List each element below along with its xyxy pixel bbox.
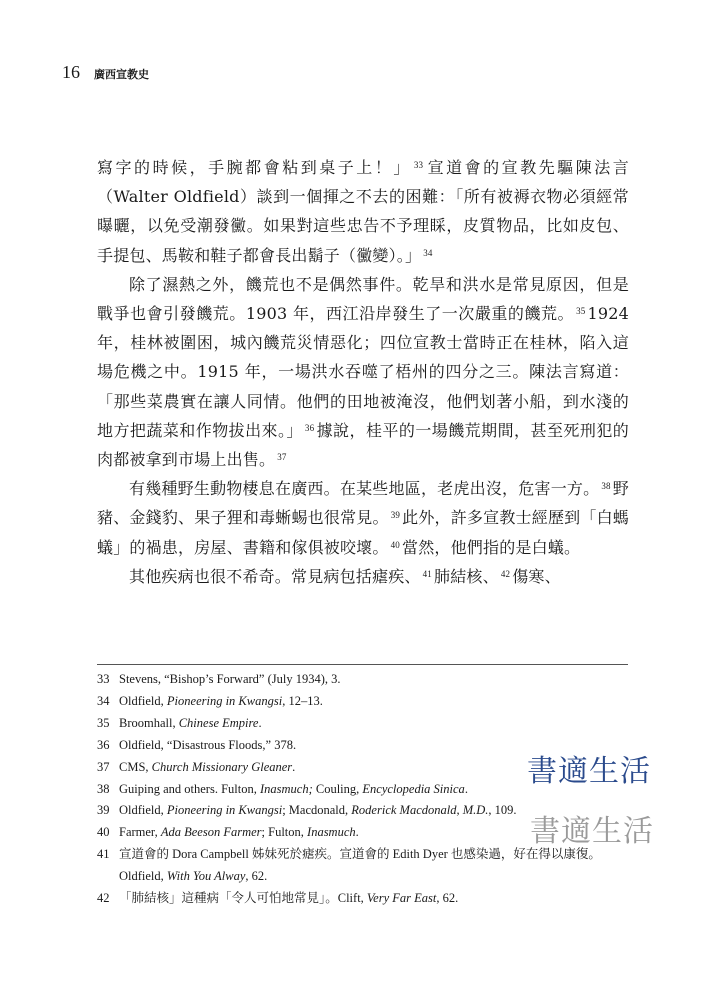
text-span: 有幾種野生動物棲息在廣西。在某些地區，老虎出沒，危害一方。 xyxy=(129,479,600,499)
footnote-span: Oldfield, xyxy=(119,803,167,818)
footnote-item xyxy=(97,713,629,735)
footnote-ref[interactable]: 36 xyxy=(304,422,315,433)
text-span: 1924 年，桂林被圍困，城內饑荒災情惡化；四位宣教士當時正在桂林，陷入這場危機之中。1915 年，一場洪水吞噬了梧州的四分之三。陳法言寫道：「那些菜農實在讓人同情。他們的田地被淹沒，他們划著小船，到水淺的地方把蔬菜和作物拔出來。」 xyxy=(97,304,629,440)
footnote-span: , 109. xyxy=(488,803,517,818)
footnote-span: Broomhall, xyxy=(119,715,179,730)
paragraph-1 xyxy=(97,153,629,270)
footnote-title: Inasmuch xyxy=(307,825,356,840)
text-span: 當然，他們指的是白蟻。 xyxy=(402,537,581,557)
text-span: 野豬、金錢豹、果子狸和毒蜥蜴也很常見。 xyxy=(97,479,629,528)
footnote-item xyxy=(97,669,629,691)
footnote-number: 38 xyxy=(97,781,110,796)
footnote-ref[interactable]: 39 xyxy=(390,510,401,521)
text-span: 除了濕熱之外，饑荒也不是偶然事件。乾旱和洪水是常見原因，但是戰爭也會引發饑荒。1903 年，西江沿岸發生了一次嚴重的饑荒。 xyxy=(97,274,629,324)
footnote-ref[interactable]: 33 xyxy=(413,160,424,170)
watermark-text: 書適生活 xyxy=(527,754,651,789)
footnote-number: 41 xyxy=(97,847,110,862)
footnote-number: 42 xyxy=(97,891,110,906)
footnote-title: Ada Beeson Farmer xyxy=(160,825,262,840)
footnote-number: 35 xyxy=(97,715,110,730)
text-span: 寫字的時候，手腕都會粘到桌子上！」 xyxy=(97,158,412,177)
footnote-span: CMS, xyxy=(119,759,152,774)
footnote-title: Chinese Empire xyxy=(178,715,259,730)
footnote-ref[interactable]: 35 xyxy=(576,306,586,317)
footnote-divider xyxy=(97,664,628,665)
footnote-text xyxy=(119,888,629,910)
footnote-span: . xyxy=(292,759,296,774)
footnote-ref[interactable]: 37 xyxy=(277,452,287,463)
footnote-span: Couling, xyxy=(312,781,363,796)
footnote-span: , 12–13. xyxy=(282,693,323,708)
footnote-ref[interactable]: 38 xyxy=(601,481,611,492)
footnote-span: 宣道會的 Dora Campbell 姊妹死於瘧疾。宣道會的 Edith Dyer 也感染過，好在得以康復。Oldfield, xyxy=(119,847,601,884)
footnote-title: Church Missionary Gleaner xyxy=(151,759,293,774)
footnote-ref[interactable]: 34 xyxy=(423,247,433,258)
page-header xyxy=(62,62,149,83)
footnote-number: 36 xyxy=(97,737,110,752)
footnote-title: Pioneering in Kwangsi xyxy=(166,803,283,818)
footnote-title: Pioneering in Kwangsi xyxy=(166,693,283,708)
paragraph-3 xyxy=(97,474,629,562)
footnote-item xyxy=(97,888,629,910)
footnote-span: , 62. xyxy=(436,891,459,906)
paragraph-4 xyxy=(97,562,629,591)
footnote-number: 40 xyxy=(97,825,110,840)
footnote-text xyxy=(119,669,629,691)
footnote-span: Farmer, xyxy=(119,825,161,840)
footnote-span: ; Macdonald, xyxy=(282,803,352,818)
footnote-span: 「肺結核」這種病「令人可怕地常見」。Clift, xyxy=(119,891,367,906)
footnote-number: 33 xyxy=(97,672,110,686)
footnote-span: . xyxy=(258,715,262,730)
footnote-text xyxy=(119,691,629,713)
footnote-ref[interactable]: 41 xyxy=(422,568,433,579)
text-span: 其他疾病也很不希奇。常見病包括瘧疾、 xyxy=(129,566,421,586)
footnote-span: , 62. xyxy=(245,869,268,884)
body-text xyxy=(97,153,629,591)
footnote-number: 34 xyxy=(97,693,110,708)
footnote-title: Encyclopedia Sinica xyxy=(362,781,465,796)
text-span: 據說，桂平的一場饑荒期間，甚至死刑犯的肉都被拿到市場上出售。 xyxy=(97,420,629,470)
paragraph-2 xyxy=(97,270,629,474)
watermark-text: 書適生活 xyxy=(530,814,654,849)
footnote-span: . xyxy=(355,825,359,840)
footnote-title: Inasmuch; xyxy=(259,781,313,796)
footnote-item xyxy=(97,844,629,888)
text-span: 傷寒、 xyxy=(512,566,561,586)
page-number: 16 xyxy=(62,62,80,82)
footnote-ref[interactable]: 40 xyxy=(390,539,401,550)
footnote-span: ; Fulton, xyxy=(261,825,308,840)
footnote-title: Roderick Macdonald, M.D. xyxy=(351,803,489,818)
footnote-span: Oldfield, “Disastrous Floods,” 378. xyxy=(119,737,297,752)
footnote-number: 37 xyxy=(97,759,110,774)
footnote-ref[interactable]: 42 xyxy=(500,568,511,579)
footnote-span: Stevens, “Bishop’s Forward” (July 1934), 3. xyxy=(119,672,341,686)
footnote-span: Guiping and others. Fulton, xyxy=(119,781,260,796)
footnote-number: 39 xyxy=(97,803,110,818)
text-span: 肺結核、 xyxy=(434,566,499,586)
running-title: 廣西宣教史 xyxy=(94,68,149,81)
footnote-title: Very Far East xyxy=(366,891,437,906)
text-span: 宣道會的宣教先驅陳法言（Walter Oldfield）談到一個揮之不去的困難：「所有被褥衣物必須經常曝曬，以免受潮發黴。如果對這些忠告不予理睬，皮質物品，比如皮包、手提包、馬鞍和鞋子都會長出鬍子（黴變）。」 xyxy=(97,158,629,265)
footnote-title: With You Alway xyxy=(166,869,246,884)
footnote-span: Oldfield, xyxy=(119,693,167,708)
footnote-text xyxy=(119,713,629,735)
text-span: 此外，許多宣教士經歷到「白螞蟻」的禍患，房屋、書籍和傢俱被咬壞。 xyxy=(97,508,629,557)
footnote-item xyxy=(97,691,629,713)
footnote-span: . xyxy=(464,781,468,796)
footnote-text xyxy=(119,844,629,888)
